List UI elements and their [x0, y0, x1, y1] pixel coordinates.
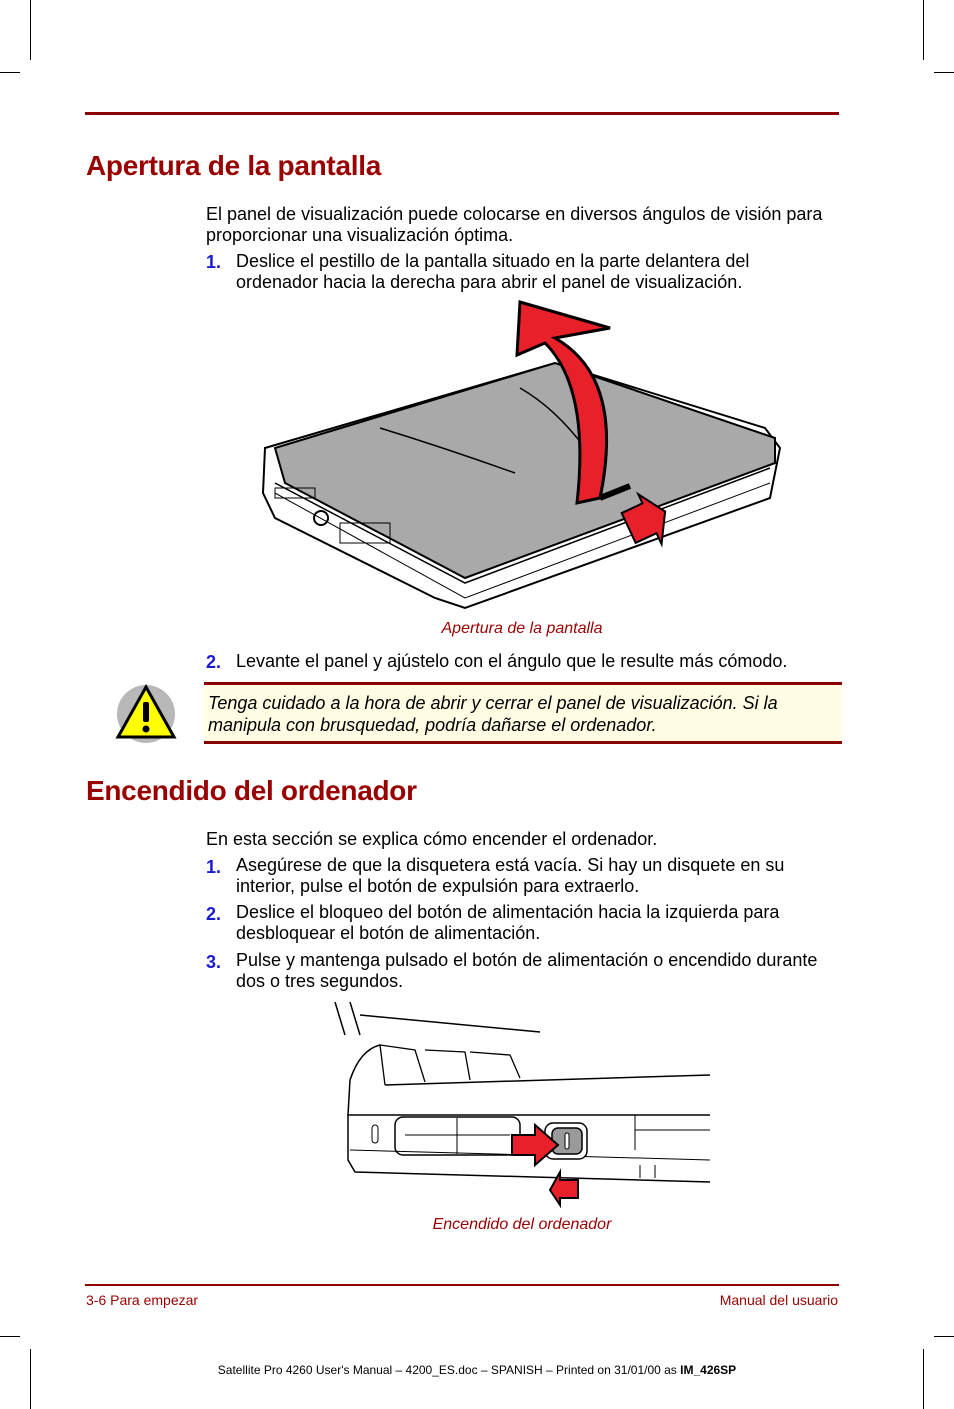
- step-text: Deslice el bloqueo del botón de alimentación hacia la izquierda para desbloquear el botón de alimentación.: [236, 902, 780, 943]
- power-button-illustration: [330, 1000, 715, 1210]
- crop-mark: [30, 0, 31, 60]
- step-number: 3.: [206, 952, 222, 972]
- warning-box: [204, 682, 842, 744]
- crop-mark: [934, 72, 954, 73]
- print-id: IM_426SP: [680, 1363, 737, 1377]
- laptop-open-illustration: [255, 298, 795, 618]
- crop-mark: [30, 1349, 31, 1409]
- paragraph: En esta sección se explica cómo encender el ordenador.: [206, 829, 658, 849]
- footer-rule: [85, 1284, 839, 1286]
- step-text: Asegúrese de que la disquetera está vacía. Si hay un disquete en su interior, pulse el botón de expulsión para extraerlo.: [236, 855, 785, 896]
- footer-right: Manual del usuario: [719, 1292, 838, 1308]
- step-text: Pulse y mantenga pulsado el botón de alimentación o encendido durante dos o tres segundos.: [236, 950, 818, 991]
- print-text: Satellite Pro 4260 User's Manual – 4200_ES.doc – SPANISH – Printed on 31/01/00 as: [217, 1363, 681, 1377]
- warning-triangle-icon: [115, 684, 177, 744]
- crop-mark: [0, 1336, 20, 1337]
- figure-caption: Encendido del ordenador: [432, 1216, 612, 1233]
- crop-mark: [923, 1349, 924, 1409]
- step-number: 1.: [206, 857, 222, 877]
- step-number: 1.: [206, 252, 222, 272]
- step-text: Deslice el pestillo de la pantalla situado en la parte delantera del ordenador hacia la derecha para abrir el panel de visualización.: [236, 251, 750, 292]
- crop-mark: [0, 72, 20, 73]
- print-line: [0, 1363, 954, 1377]
- crop-mark: [934, 1336, 954, 1337]
- section-heading: Apertura de la pantalla: [86, 150, 381, 181]
- crop-mark: [923, 0, 924, 60]
- paragraph: El panel de visualización puede colocarse en diversos ángulos de visión para proporcionar una visualización óptima.: [206, 204, 823, 245]
- step-text: Levante el panel y ajústelo con el ángulo que le resulte más cómodo.: [236, 651, 788, 671]
- figure-caption: Apertura de la pantalla: [441, 620, 603, 637]
- step-number: 2.: [206, 652, 222, 672]
- section-heading: Encendido del ordenador: [86, 775, 417, 806]
- footer-left: 3-6 Para empezar: [86, 1292, 199, 1308]
- warning-text: Tenga cuidado a la hora de abrir y cerrar el panel de visualización. Si la manipula con brusquedad, podría dañarse el ordenador.: [208, 693, 778, 735]
- step-number: 2.: [206, 904, 222, 924]
- top-rule: [85, 112, 839, 115]
